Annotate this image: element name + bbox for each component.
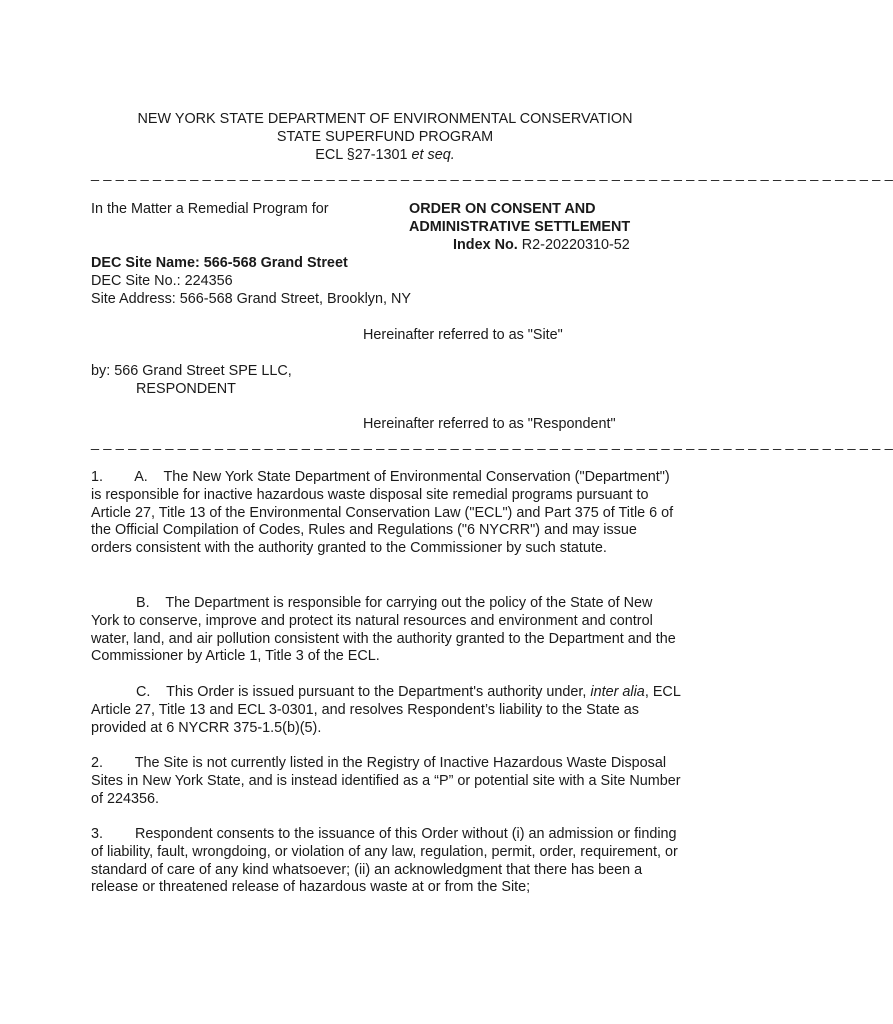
index-label: Index No. [453, 237, 518, 253]
site-address: Site Address: 566-568 Grand Street, Brooklyn, NY [91, 291, 411, 307]
statute-cite-italic: et seq. [411, 147, 455, 163]
header-line-1: NEW YORK STATE DEPARTMENT OF ENVIRONMENTAL CONSERVATION [137, 111, 633, 127]
respondent-reference: Hereinafter referred to as "Respondent" [363, 416, 616, 432]
header-line-2: STATE SUPERFUND PROGRAM [276, 129, 494, 145]
separator-bottom: _ _ _ _ _ _ _ _ _ _ _ _ _ _ _ _ _ _ _ _ _ _ _ _ _ _ _ _ _ _ _ _ _ _ _ _ _ _ _ _ _ _ _ _ _ _ _ _ _ _ _ _ _ _ _ _ _ _ _ _ _ _ _ _ _ [91, 435, 893, 451]
site-name: DEC Site Name: 566-568 Grand Street [91, 255, 348, 271]
separator-top: _ _ _ _ _ _ _ _ _ _ _ _ _ _ _ _ _ _ _ _ _ _ _ _ _ _ _ _ _ _ _ _ _ _ _ _ _ _ _ _ _ _ _ _ _ _ _ _ _ _ _ _ _ _ _ _ _ _ _ _ _ _ _ _ _ [91, 166, 893, 182]
order-title-line-2: ADMINISTRATIVE SETTLEMENT [409, 219, 631, 235]
site-number: DEC Site No.: 224356 [91, 273, 233, 289]
index-value: R2-20220310-52 [517, 237, 630, 253]
respondent-by-line: by: 566 Grand Street SPE LLC, [91, 363, 292, 379]
paragraph-2: 2. The Site is not currently listed in the Registry of Inactive Hazardous Waste Disposal Sites in New York State, and is instead identified as a “P” or potential site with a Site Number of 224356. [91, 755, 685, 807]
paragraph-1c [91, 684, 684, 737]
inter-alia: inter alia [590, 684, 645, 700]
paragraph-1b: B. The Department is responsible for carrying out the policy of the State of New York to conserve, improve and protect its natural resources and environment and control water, land, and air pollution consistent with the authority granted to the Department and the Commissioner by Article 1, Title 3 of the ECL. [91, 595, 680, 665]
paragraph-1c-text-end: , ECL Article 27, Title 13 and ECL 3-0301, and resolves Respondent’s liability to the State as provided at 6 NYCRR 375-1.5(b)(5). [91, 684, 684, 736]
respondent-label: RESPONDENT [136, 381, 236, 397]
site-reference: Hereinafter referred to as "Site" [363, 327, 563, 343]
paragraph-1c-text: C. This Order is issued pursuant to the Department's authority under, [136, 684, 591, 700]
order-title-line-1: ORDER ON CONSENT AND [409, 201, 596, 217]
paragraph-1a: 1. A. The New York State Department of Environmental Conservation ("Department") is responsible for inactive hazardous waste disposal site remedial programs pursuant to Article 27, Title 13 of the Environmental Conservation Law ("ECL") and Part 375 of Title 6 of the Official Compilation of Codes, Rules and Regulations ("6 NYCRR") and may issue orders consistent with the authority granted to the Commissioner by such statute. [91, 469, 678, 557]
paragraph-3: 3. Respondent consents to the issuance of this Order without (i) an admission or finding of liability, fault, wrongdoing, or violation of any law, regulation, permit, order, requirement, or standard of care of any kind whatsoever; (ii) an acknowledgment that there has been a release or threatened release of hazardous waste at or from the Site; [91, 826, 682, 896]
index-number [453, 237, 630, 255]
header-line-3 [0, 147, 770, 163]
statute-cite: ECL §27-1301 [315, 147, 412, 163]
matter-caption: In the Matter a Remedial Program for [91, 201, 329, 217]
